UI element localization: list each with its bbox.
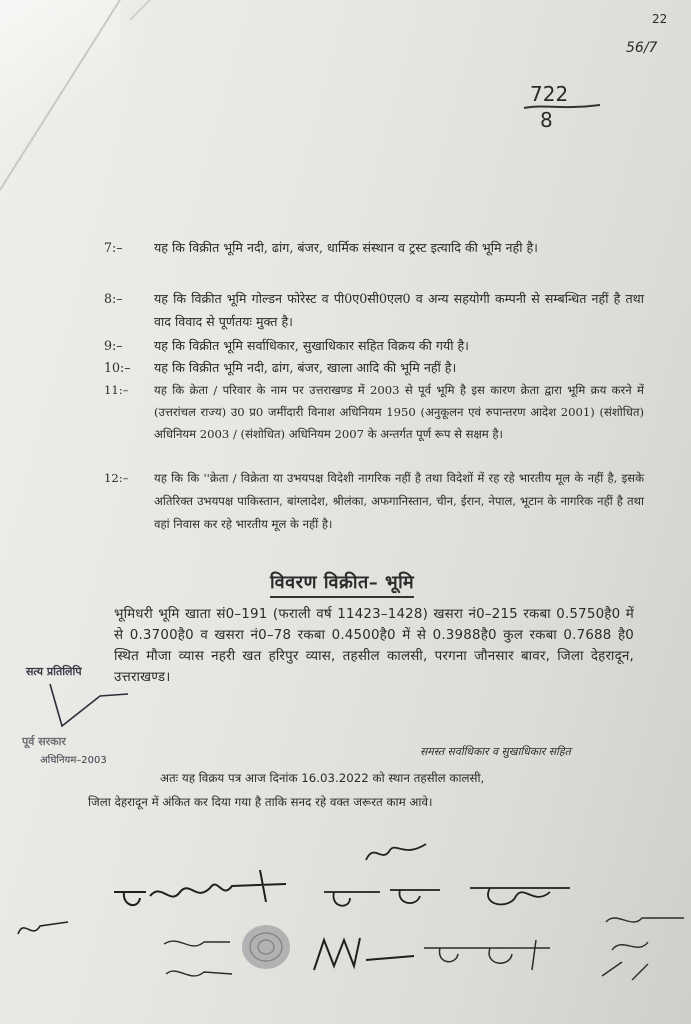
clause-number: 7:–	[104, 240, 123, 255]
section-heading: विवरण विक्रीत– भूमि	[270, 570, 414, 598]
clause-9	[104, 334, 644, 357]
closing-line-2: जिला देहरादून में अंकित कर दिया गया है ताकि सनद रहे वक्त जरूरत काम आवे।	[88, 795, 433, 809]
clause-11	[104, 379, 644, 445]
light-glare	[0, 0, 120, 200]
witness-signature-1	[160, 930, 240, 990]
thumb-impression	[236, 920, 296, 974]
buyer-signature	[320, 870, 580, 920]
act-stamp: अधिनियम–2003	[40, 755, 107, 766]
land-description: भूमिधरी भूमि खाता सं0–191 (फराली वर्ष 11423–1428) खसरा नं0–215 रकबा 0.5750है0 में से 0.3700है0 व खसरा नं0–78 रकबा 0.4500है0 में से 0.3988है0 कुल रकबा 0.7688 है0 स्थित मौजा व्यास नहरी खत हरिपुर व्यास, तहसील कालसी, परगना जौनसार बावर, जिला देहरादून, उत्तराखण्ड।	[114, 607, 634, 685]
clause-7	[104, 236, 644, 259]
clause-text: यह कि कि ''क्रेता / विक्रेता या उभयपक्ष विदेशी नागरिक नहीं है तथा विदेशों में रह रहे भारतीय मूल के नहीं है, इसके अतिरिक्त उभयपक्ष पाकिस्तान, बांग्लादेश, श्रीलंका, अफगानिस्तान, चीन, ईरान, नेपाल, भूटान के नागरिक नहीं है तथा वहां निवास कर रहे भारतीय मूल के नहीं है।	[154, 471, 644, 531]
clause-number: 12:–	[104, 471, 129, 485]
folio-bottom: 8	[540, 108, 553, 132]
seller-signature	[110, 862, 290, 918]
folio-number: 56/7	[626, 40, 658, 56]
rights-note: समस्त सर्वाधिकार व सुखाधिकार सहित	[420, 745, 571, 758]
initials-signature	[360, 836, 430, 870]
certified-copy-stamp: सत्य प्रतिलिपि	[26, 665, 82, 678]
office-stamp: पूर्व सरकार	[22, 735, 66, 748]
clause-number: 8:–	[104, 291, 123, 306]
clause-text: यह कि क्रेता / परिवार के नाम पर उत्तराखण्ड में 2003 से पूर्व भूमि है इस कारण क्रेता द्वारा भूमि क्रय करने में (उत्तरांचल राज्य) उ0 प्र0 जमींदारी विनाश अधिनियम 1950 (अनुकूलन एवं रुपान्तरण आदेश 2001) (संशोधित) अधिनियम 2003 / (संशोधित) अधिनियम 2007 के अन्तर्गत पूर्ण रूप से सक्षम है।	[154, 383, 644, 441]
folio-underline	[522, 100, 602, 114]
clause-number: 9:–	[104, 338, 123, 353]
clause-text: यह कि विक्रीत भूमि गोल्डन फोरेस्ट व पी0ए0सी0एल0 व अन्य सहयोगी कम्पनी से सम्बन्धित नहीं है तथा वाद विवाद से पूर्णतयः मुक्त है।	[154, 291, 644, 329]
stamp-signature	[40, 676, 130, 736]
folio-mid: 722	[530, 82, 569, 106]
margin-initials	[14, 914, 74, 944]
clause-12	[104, 467, 644, 536]
clause-number: 10:–	[104, 360, 131, 375]
clause-text: यह कि विक्रीत भूमि सर्वाधिकार, सुखाधिकार सहित विक्रय की गयी है।	[154, 338, 469, 353]
clause-text: यह कि विक्रीत भूमि नदी, ढांग, बंजर, धार्मिक संस्थान व ट्रस्ट इत्यादि की भूमि नही है।	[154, 240, 538, 255]
clause-10	[104, 356, 644, 379]
page-number: 22	[652, 12, 668, 26]
clause-8	[104, 287, 644, 333]
witness-signature-3	[420, 934, 560, 974]
witness-signature-4	[592, 906, 687, 986]
clause-text: यह कि विक्रीत भूमि नदी, ढांग, बंजर, खाला आदि की भूमि नहीं है।	[154, 360, 457, 375]
closing-line-1: अतः यह विक्रय पत्र आज दिनांक 16.03.2022 को स्थान तहसील कालसी,	[160, 771, 485, 785]
witness-signature-2	[310, 930, 420, 980]
clause-number: 11:–	[104, 383, 129, 397]
closing-statement	[88, 766, 648, 814]
